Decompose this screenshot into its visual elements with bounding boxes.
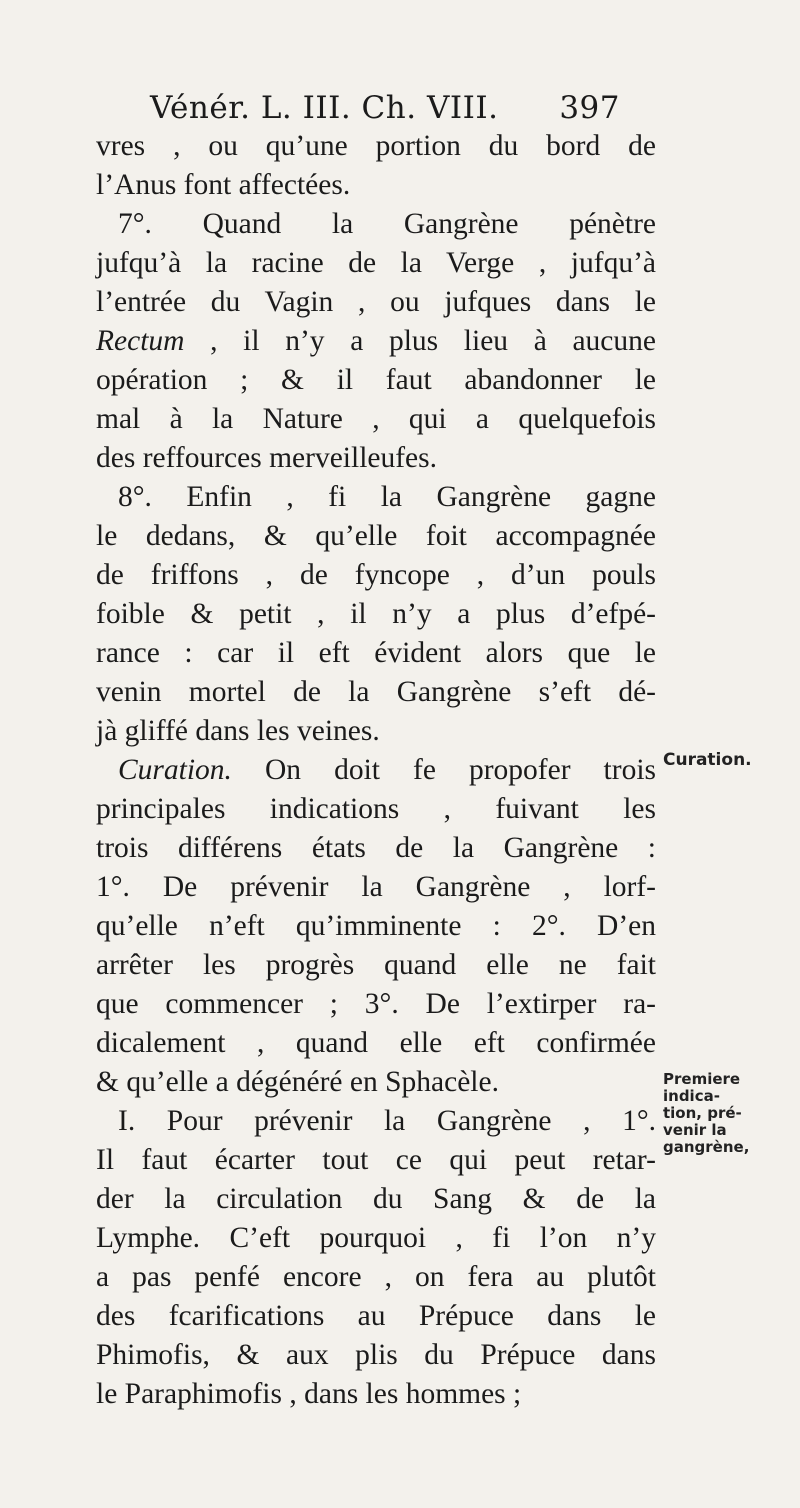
running-header [150, 86, 630, 130]
italic-word: Curation. [118, 754, 232, 786]
text-line: Rectum , il n’y a plus lieu à aucune [96, 325, 656, 357]
text-line: principales indications , fuivant les [96, 793, 656, 825]
text-line: des fcarifications au Prépuce dans le [96, 1300, 656, 1332]
text-line: dicalement , quand elle eft confirmée [96, 1027, 656, 1059]
page-number: 397 [559, 90, 620, 126]
text-line: des reffources merveilleufes. [96, 442, 438, 474]
text-line: opération ; & il faut abandonner le [96, 364, 656, 396]
text-line: de friffons , de fyncope , d’un pouls [96, 559, 656, 591]
text-line: foible & petit , il n’y a plus d’efpé- [96, 598, 656, 630]
margin-note-curation: Curation. [663, 750, 752, 770]
text-line: a pas penfé encore , on fera au plutôt [96, 1261, 656, 1293]
text-line: le Paraphimofis , dans les hommes ; [96, 1378, 522, 1410]
margin-note-premiere-indication [663, 1071, 797, 1156]
text-line: 7°. Quand la Gangrène pénètre [118, 208, 656, 240]
text-line: mal à la Nature , qui a quelquefois [96, 403, 656, 435]
text-line: der la circulation du Sang & de la [96, 1183, 656, 1215]
text-line: le dedans, & qu’elle foit accompagnée [96, 520, 656, 552]
italic-word: Rectum [96, 325, 185, 357]
text-line: vres , ou qu’une portion du bord de [96, 130, 656, 162]
text-line: Lymphe. C’eft pourquoi , fi l’on n’y [96, 1222, 656, 1254]
margin-note-line: venir la [663, 1121, 727, 1139]
text-line: Il faut écarter tout ce qui peut retar- [96, 1144, 656, 1176]
text-line: trois différens états de la Gangrène : [96, 832, 656, 864]
text-line: venin mortel de la Gangrène s’eft dé- [96, 676, 656, 708]
text-line: qu’elle n’eft qu’imminente : 2°. D’en [96, 910, 656, 942]
running-title: Vénér. L. III. Ch. VIII. [150, 90, 499, 126]
margin-note-line: gangrène, [663, 1138, 750, 1156]
text-line: 1°. De prévenir la Gangrène , lorf- [96, 871, 656, 903]
margin-note-line: tion, pré- [663, 1104, 742, 1122]
text-line: jufqu’à la racine de la Verge , jufqu’à [96, 247, 656, 279]
text-line: l’Anus font affectées. [96, 169, 351, 201]
margin-note-line: Premiere [663, 1070, 741, 1088]
text-line: I. Pour prévenir la Gangrène , 1°. [118, 1105, 656, 1137]
text-line: & qu’elle a dégénéré en Sphacèle. [96, 1066, 499, 1098]
text-line: Phimofis, & aux plis du Prépuce dans [96, 1339, 656, 1371]
text-line: rance : car il eft évident alors que le [96, 637, 656, 669]
text-line: l’entrée du Vagin , ou jufques dans le [96, 286, 656, 318]
text-line: Curation. On doit fe propofer trois [118, 754, 656, 786]
margin-note-line: indica- [663, 1087, 720, 1105]
text-line: jà gliffé dans les veines. [96, 715, 380, 747]
text-line: que commencer ; 3°. De l’extirper ra- [96, 988, 656, 1020]
text-line: 8°. Enfin , fi la Gangrène gagne [118, 481, 656, 513]
text-line: arrêter les progrès quand elle ne fait [96, 949, 656, 981]
